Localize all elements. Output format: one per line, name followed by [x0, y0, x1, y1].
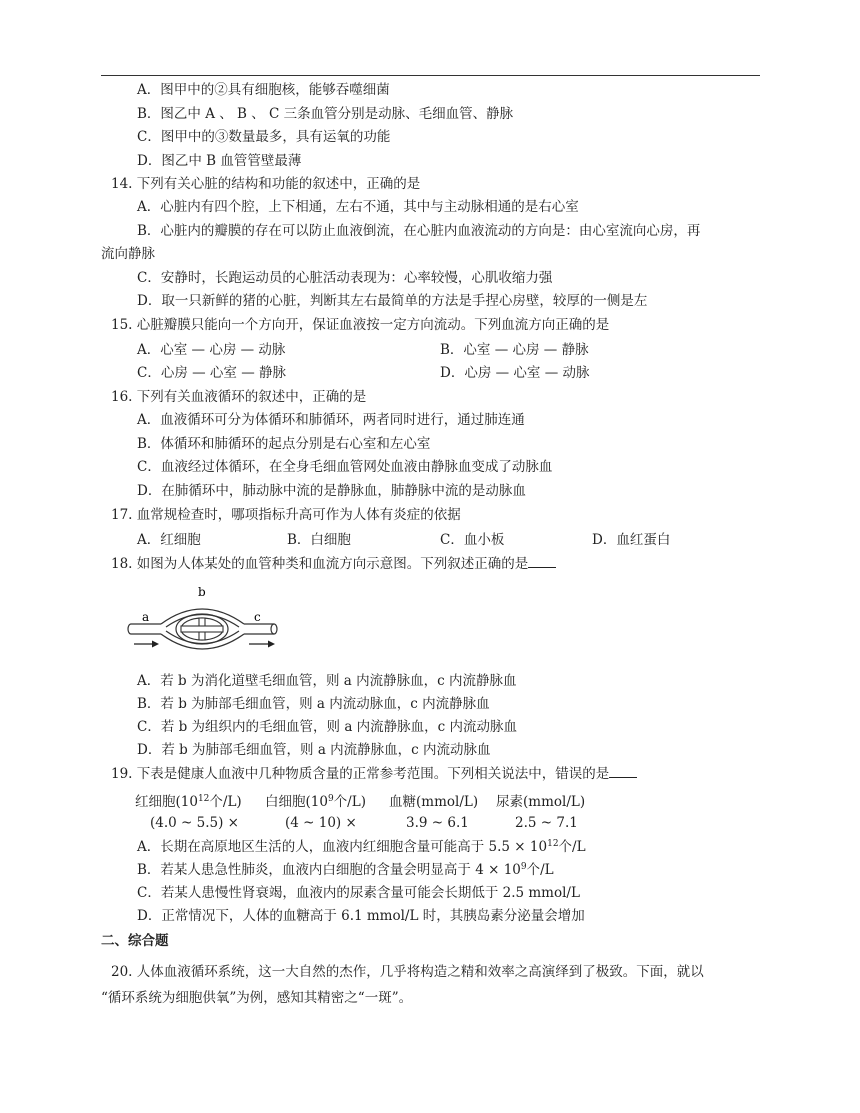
q19-stem [111, 764, 637, 784]
q15-stem: 15. 心脏瓣膜只能向一个方向开，保证血液按一定方向流动。下列血流方向正确的是 [111, 317, 610, 333]
q14-option-b-line2[interactable]: 流向静脉 [101, 246, 155, 262]
q15-option-c[interactable]: C．心房 — 心室 — 静脉 [137, 365, 286, 381]
table-value-urea: 2.5 ~ 7.1 [515, 815, 578, 831]
q17-stem: 17. 血常规检查时，哪项指标升高可作为人体有炎症的依据 [111, 507, 461, 523]
q18-option-c[interactable]: C．若 b 为组织内的毛细血管，则 a 内流静脉血，c 内流动脉血 [137, 719, 518, 735]
q14-option-a[interactable]: A．心脏内有四个腔，上下相通，左右不通，其中与主动脉相通的是右心室 [137, 199, 579, 215]
table-header-wbc: 白细胞($10^9$个/L) [265, 794, 366, 810]
q17-option-b[interactable]: B．白细胞 [287, 532, 351, 548]
q18-option-d[interactable]: D．若 b 为肺部毛细血管，则 a 内流静脉血，c 内流动脉血 [137, 742, 491, 758]
q14-stem: 14. 下列有关心脏的结构和功能的叙述中，正确的是 [111, 176, 421, 192]
label-c: c [254, 610, 261, 624]
q15-option-a[interactable]: A．心室 — 心房 — 动脉 [137, 342, 286, 358]
q17-option-a[interactable]: A．红细胞 [137, 532, 201, 548]
table-value-glucose: 3.9 ~ 6.1 [406, 815, 469, 831]
header-rule [101, 75, 760, 76]
q17-option-d[interactable]: D．血红蛋白 [592, 532, 671, 548]
q16-option-a[interactable]: A．血液循环可分为体循环和肺循环，两者同时进行，通过肺连通 [137, 412, 525, 428]
table-header-urea: 尿素(mmol/L) [496, 794, 586, 810]
q16-option-d[interactable]: D．在肺循环中，肺动脉中流的是静脉血，肺静脉中流的是动脉血 [137, 483, 526, 499]
q13-option-d[interactable]: D．图乙中 B 血管管壁最薄 [137, 153, 302, 169]
section-title: 二、综合题 [101, 933, 169, 949]
q18-option-b[interactable]: B．若 b 为肺部毛细血管，则 a 内流动脉血，c 内流静脉血 [137, 696, 490, 712]
q13-option-c[interactable]: C．图甲中的③数量最多，具有运氧的功能 [137, 129, 391, 145]
q18-stem-text: 18. 如图为人体某处的血管种类和血流方向示意图。下列叙述正确的是 [111, 556, 529, 572]
table-header-glucose: 血糖(mmol/L) [389, 794, 479, 810]
q19-option-a[interactable]: A．长期在高原地区生活的人，血液内红细胞含量可能高于 $5.5 \times 10^{12}$个/L [137, 839, 586, 855]
q17-option-c[interactable]: C．血小板 [440, 532, 505, 548]
q16-stem: 16. 下列有关血液循环的叙述中，正确的是 [111, 389, 367, 405]
q18-option-a[interactable]: A．若 b 为消化道壁毛细血管，则 a 内流静脉血，c 内流静脉血 [137, 673, 517, 689]
q16-option-b[interactable]: B．体循环和肺循环的起点分别是右心室和左心室 [137, 436, 431, 452]
q14-option-c[interactable]: C．安静时，长跑运动员的心脏活动表现为：心率较慢，心肌收缩力强 [137, 270, 553, 286]
q19-option-c[interactable]: C．若某人患慢性肾衰竭，血液内的尿素含量可能会长期低于 2.5 mmol/L [137, 885, 580, 901]
q13-option-b[interactable]: B．图乙中 A 、 B 、 C 三条血管分别是动脉、毛细血管、静脉 [137, 106, 514, 122]
answer-blank[interactable] [609, 764, 637, 778]
q19-option-b[interactable]: B．若某人患急性肺炎，血液内白细胞的含量会明显高于 $4 \times 10^9$个/L [137, 862, 554, 878]
q20-line1: 20. 人体血液循环系统，这一大自然的杰作，几乎将构造之精和效率之高演绎到了极致。下面，就以 [111, 964, 704, 980]
answer-blank[interactable] [528, 554, 556, 568]
table-value-wbc: (4 ~ 10) × [285, 815, 357, 831]
q13-option-a[interactable]: A．图甲中的②具有细胞核，能够吞噬细菌 [137, 82, 390, 98]
label-b: b [198, 585, 206, 599]
q19-stem-text: 19. 下表是健康人血液中几种物质含量的正常参考范围。下列相关说法中，错误的是 [111, 766, 610, 782]
q20-line2: “循环系统为细胞供氧”为例，感知其精密之“一斑”。 [101, 990, 413, 1006]
q16-option-c[interactable]: C．血液经过体循环，在全身毛细血管网处血液由静脉血变成了动脉血 [137, 459, 553, 475]
q15-option-d[interactable]: D．心房 — 心室 — 动脉 [440, 365, 590, 381]
table-header-rbc: 红细胞($10^{12}$个/L) [135, 794, 242, 810]
blood-vessel-diagram [126, 584, 286, 659]
label-a: a [142, 610, 150, 624]
q14-option-d[interactable]: D．取一只新鲜的猪的心脏，判断其左右最简单的方法是手捏心房壁，较厚的一侧是左 [137, 293, 648, 309]
q18-stem [111, 554, 556, 574]
q15-option-b[interactable]: B．心室 — 心房 — 静脉 [440, 342, 589, 358]
q14-option-b-line1[interactable]: B．心脏内的瓣膜的存在可以防止血液倒流，在心脏内血液流动的方向是：由心室流向心房，再 [137, 223, 701, 239]
q19-option-d[interactable]: D．正常情况下，人体的血糖高于 6.1 mmol/L 时，其胰岛素分泌量会增加 [137, 908, 585, 924]
table-value-rbc: (4.0 ~ 5.5) × [150, 815, 239, 831]
